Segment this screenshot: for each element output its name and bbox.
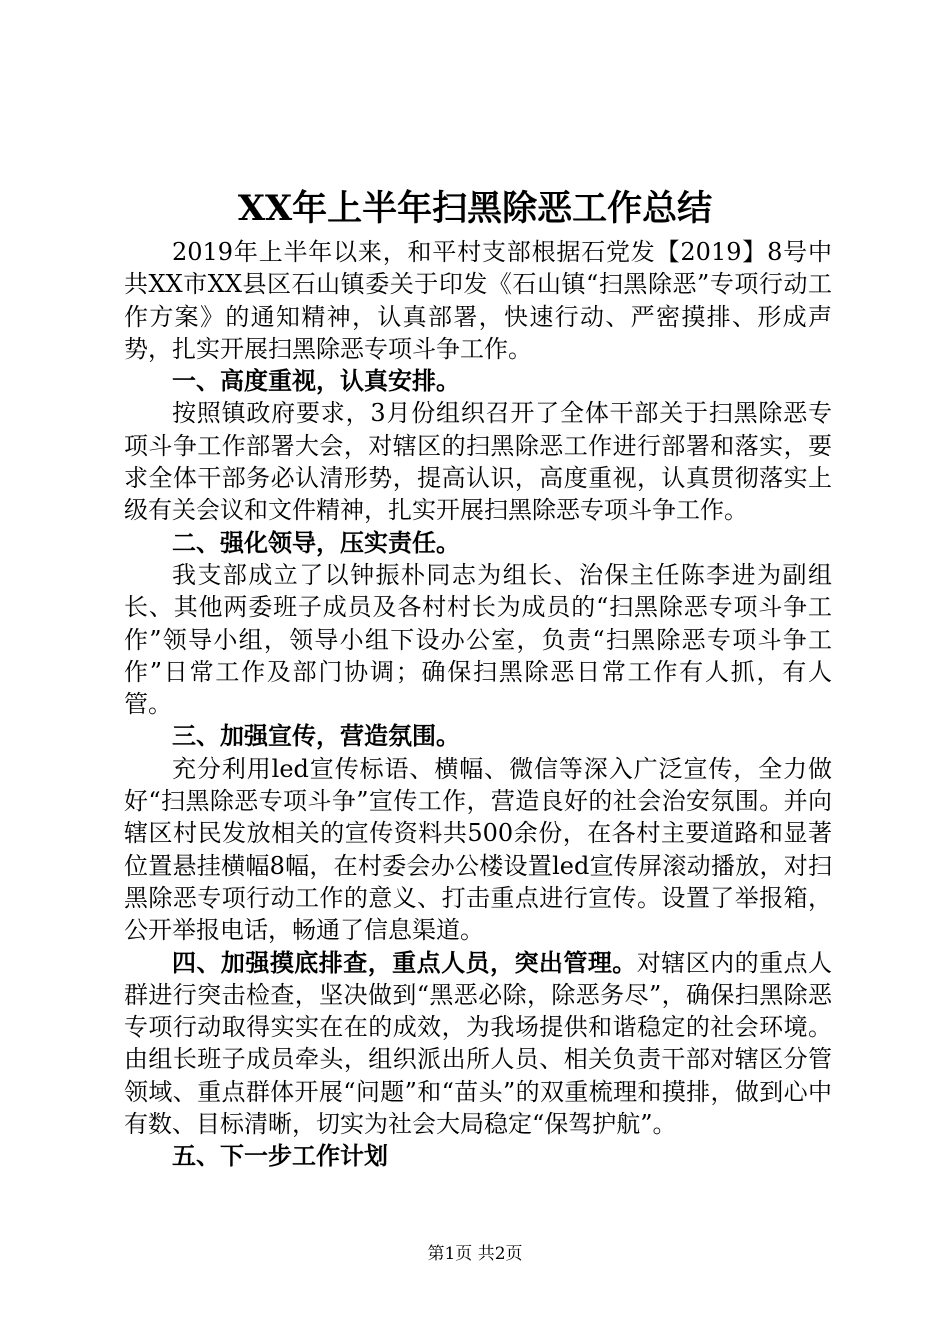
- section-2-body: 我支部成立了以钟振朴同志为组长、治保主任陈李进为副组长、其他两委班子成员及各村村长为成员的“扫黑除恶专项斗争工作”领导小组，领导小组下设办公室，负责“扫黑除恶专项斗争工作”日常工作及部门协调；确保扫黑除恶日常工作有人抓，有人管。: [124, 560, 832, 719]
- document-title: XX年上半年扫黑除恶工作总结: [237, 188, 713, 229]
- section-5-heading: 五、下一步工作计划: [172, 1142, 388, 1171]
- document-body: [124, 236, 832, 1173]
- section-4-heading: 四、加强摸底排查，重点人员，突出管理。: [172, 948, 637, 977]
- intro-paragraph: 2019年上半年以来，和平村支部根据石党发【2019】8号中共XX市XX县区石山镇委关于印发《石山镇“扫黑除恶”专项行动工作方案》的通知精神，认真部署，快速行动、严密摸排、形成声势，扎实开展扫黑除恶专项斗争工作。: [124, 238, 832, 363]
- section-2-heading: 二、强化领导，压实责任。: [172, 528, 460, 557]
- page-footer: 第1页 共2页: [427, 1244, 523, 1264]
- section-4-body: 对辖区内的重点人群进行突击检查，坚决做到“黑恶必除，除恶务尽”，确保扫黑除恶专项行动取得实实在在的成效，为我场提供和谐稳定的社会环境。由组长班子成员牵头，组织派出所人员、相关负责干部对辖区分管领域、重点群体开展“问题”和“苗头”的双重梳理和摸排，做到心中有数、目标清晰，切实为社会大局稳定“保驾护航”。: [124, 948, 833, 1139]
- section-3-body: 充分利用led宣传标语、横幅、微信等深入广泛宣传，全力做好“扫黑除恶专项斗争”宣传工作，营造良好的社会治安氛围。并向辖区村民发放相关的宣传资料共500余份，在各村主要道路和显著位置悬挂横幅8幅，在村委会办公楼设置led宣传屏滚动播放，对扫黑除恶专项行动工作的意义、打击重点进行宣传。设置了举报箱，公开举报电话，畅通了信息渠道。: [124, 754, 832, 945]
- section-1-body: 按照镇政府要求，3月份组织召开了全体干部关于扫黑除恶专项斗争工作部署大会，对辖区的扫黑除恶工作进行部署和落实，要求全体干部务必认清形势，提高认识，高度重视，认真贯彻落实上级有关会议和文件精神，扎实开展扫黑除恶专项斗争工作。: [124, 399, 832, 525]
- section-4-paragraph: [124, 947, 832, 1141]
- section-1-heading: 一、高度重视，认真安排。: [172, 367, 460, 396]
- section-3-heading: 三、加强宣传，营造氛围。: [172, 722, 460, 751]
